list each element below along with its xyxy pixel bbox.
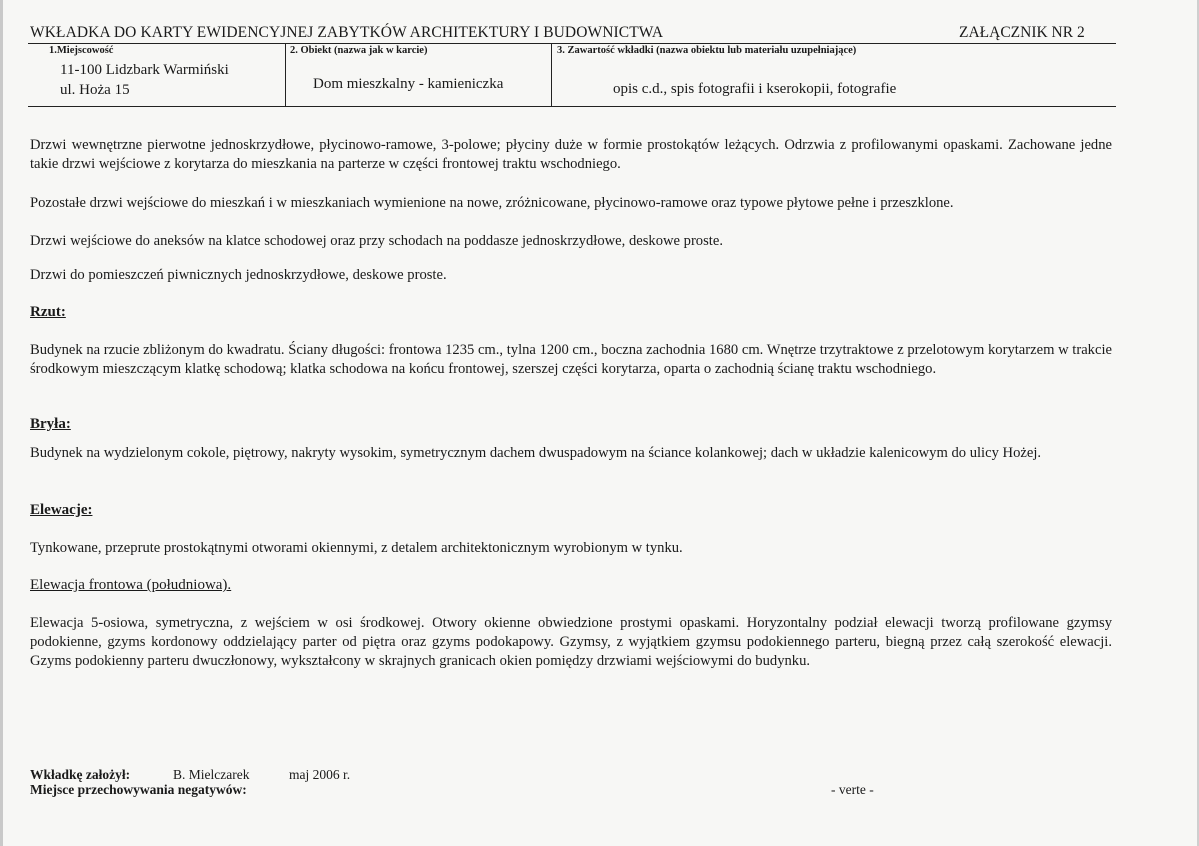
field-object-value: Dom mieszkalny - kamieniczka <box>313 76 504 92</box>
heading-bryla: Bryła: <box>30 416 71 432</box>
field-locality-label: 1.Miejscowość <box>49 45 114 56</box>
field-locality-line2: ul. Hoża 15 <box>60 82 130 98</box>
paragraph-rzut: Budynek na rzucie zbliżonym do kwadratu. Ściany długości: frontowa 1235 cm., tylna 1200 cm., boczna zachodnia 1680 cm. Wnętrze trzytraktowe z przelotowym korytarzem w trakcie środkowym mieszczącym klatkę schodową; klatka schodowa na końcu frontowej, szerszej części korytarza, oparta o zachodnią ścianę traktu wschodniego. <box>30 342 1112 377</box>
field-object-label: 2. Obiekt (nazwa jak w karcie) <box>290 45 428 56</box>
paragraph-doors-annex: Drzwi wejściowe do aneksów na klatce schodowej oraz przy schodach na poddasze jednoskrzydłowe, deskowe proste. <box>30 233 723 249</box>
document-title: WKŁADKA DO KARTY EWIDENCYJNEJ ZABYTKÓW ARCHITEKTURY I BUDOWNICTWA <box>30 24 664 41</box>
heading-rzut: Rzut: <box>30 304 66 320</box>
field-contents-value: opis c.d., spis fotografii i kserokopii, fotografie <box>613 81 897 97</box>
scan-edge-left <box>0 0 3 846</box>
field-locality-line1: 11-100 Lidzbark Warmiński <box>60 62 229 78</box>
heading-elewacje: Elewacje: <box>30 502 93 518</box>
paragraph-doors-replaced: Pozostałe drzwi wejściowe do mieszkań i w mieszkaniach wymienione na nowe, zróżnicowane, płycinowo-ramowe oraz typowe płytowe pełne i przeszklone. <box>30 195 954 211</box>
field-contents-label: 3. Zawartość wkładki (nazwa obiektu lub materiału uzupełniające) <box>557 45 857 56</box>
author-date: maj 2006 r. <box>289 767 351 782</box>
author-name: B. Mielczarek <box>173 767 250 782</box>
paragraph-doors-original: Drzwi wewnętrzne pierwotne jednoskrzydłowe, płycinowo-ramowe, 3-polowe; płyciny duże w formie prostokątów leżących. Odrzwia z profilowanymi opaskami. Zachowane jedne takie drzwi wejściowe z korytarza do mieszkania na parterze w części frontowej traktu wschodniego. <box>30 137 1112 172</box>
paragraph-elewacje: Tynkowane, przeprute prostokątnymi otworami okiennymi, z detalem architektonicznym wyrobionym w tynku. <box>30 540 683 556</box>
negatives-location-label: Miejsce przechowywania negatywów: <box>30 782 247 797</box>
header-rule-bottom <box>28 106 1116 107</box>
field-divider-1 <box>285 43 286 106</box>
paragraph-front-elevation: Elewacja 5-osiowa, symetryczna, z wejściem w osi środkowej. Otwory okienne obwiedzione prostymi opaskami. Horyzontalny podział elewacji tworzą profilowane gzymsy podokienne, gzyms kordonowy oddzielający parter od piętra oraz gzyms podokapowy. Gzymsy, z wyjątkiem gzymsu podokiennego parteru, biegną przez całą szerokość elewacji. Gzyms podokienny parteru dwuczłonowy, wykształcony w skrajnych granicach okien pomiędzy drzwiami wejściowymi do budynku. <box>30 615 1112 669</box>
subheading-front-elevation: Elewacja frontowa (południowa). <box>30 577 232 593</box>
header-rule-top <box>28 43 1116 44</box>
verte-note: - verte - <box>831 782 874 797</box>
paragraph-bryla: Budynek na wydzielonym cokole, piętrowy, nakryty wysokim, symetrycznym dachem dwuspadowym na ściance kolankowej; dach w układzie kalenicowym do ulicy Hożej. <box>30 445 1042 461</box>
annex-number: ZAŁĄCZNIK NR 2 <box>959 24 1085 41</box>
author-label: Wkładkę założył: <box>30 767 131 782</box>
field-divider-2 <box>551 43 552 106</box>
paragraph-doors-basement: Drzwi do pomieszczeń piwnicznych jednoskrzydłowe, deskowe proste. <box>30 267 447 283</box>
